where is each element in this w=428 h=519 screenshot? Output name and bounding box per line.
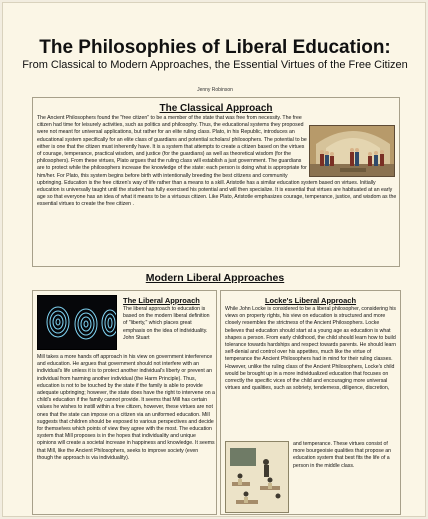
classroom-icon <box>226 442 289 513</box>
classical-paragraph: The Ancient Philosophers found the "free citizen" to be a member of the state that was free from necessity. The free citizen had time for leisurely activities, such as politics and philosophy. Thus, the educational systems they proposed were not meant for universal applications, but rather for an elite ruling class. Plato, in his Republic, introduces an educational system specifically for an elite class of guardians and potential scholars/ philosophers. The potential to be either is one that the citizen must inherently have. It is a system that attempts to create a citizen based on the virtues of courage, temperance, practical wisdom, and justice (for the guardians) as well as theoretical wisdom (for the philosophers). From these virtues, Plato argues that the ruling class will establish a just government. The guardians are to protect while the philosophers increase the knowledge of the state: each person is doing what is appropriate for him/her. For Plato, this system begins before birth with intentionally breeding the best citizens and community upbringing. Education is the free citizen's way of life rather than a means to a skill. Aristotle has a similar education system based on virtues. Initially education is universally taught until the student has fully exercised his potential and will then specialize. It is essential that virtues are habituated at an early age so that everyone has an idea of what it means to be a virtuous citizen. Like Plato, Aristotle emphasizes courage, temperance, justice, and wisdom as the essential virtues to create the free citizen . <box>37 115 397 208</box>
fingerprints-image <box>37 295 117 350</box>
locke-main-text: While John Locke is considered to be a liberal philosopher, considering his views on property rights, his view on education is structured and more closely resembles the strictness of the Ancient Philosophers. Locke believes that education should start at a young age as education is what shapes a person. From early childhood, the child should learn how to build tolerance towards hardships and respect towards parents. He should learn self-denial and control over his appetites, much like the virtue of temperance the Ancient Philosophers had in mind for their ruling classes. However, unlike the ruling class of the Ancient Philosophers, Locke's child would be brought up in a more individualized education that focuses on correctly the specific vices of the child and encouraging more universal virtues and qualities, such as sobriety, tenderness, diligence, discretion, <box>225 306 396 392</box>
image-spacer <box>307 115 397 179</box>
locke-end-text: and temperance. These virtues consist of more bourgeoisie qualities that propose an education system that best fits the life of a person in the middle class. <box>293 441 392 469</box>
modern-approaches-heading: Modern Liberal Approaches <box>145 272 285 284</box>
author-name: Jenny Robinson <box>197 87 233 93</box>
classical-approach-section <box>32 97 400 267</box>
poster-title: The Philosophies of Liberal Education: <box>39 37 391 58</box>
locke-approach-section <box>220 290 401 515</box>
liberal-main-text: Mill takes a more hands off approach in his view on government interference and education. He argues that government should not interfere with an individual's life unless it is to protect another individual's liberty or prevent an individual from harming another individual (the Harm Principle). Thus, education is not to be touched by the state if the family is able to provide adequate upbringing; however, the state does have the right to intervene on a child's education if the family cannot provide. It seems that Mill has certain values he wishes to instill within a free citizen, however, these virtues are not ones that the state can impose on a citizen via an uniformed education. Mill suggests that children should be exposed to various perspectives and decide for themselves which points of view they agree with the most. The education system that Mill proposes is in the hopes that individuality and unique opinions will create a societal increase in happiness and knowledge. It seems that Mill, like the Ancient Philosophers, seeks to improve society (even though the approach is via individuality). <box>37 354 215 461</box>
liberal-intro-text: The liberal approach to education is based on the modern liberal definition of "liberty," which places great emphasis on the idea of individuality. John Stuart <box>123 306 210 341</box>
poster <box>2 2 426 517</box>
liberal-approach-heading: The Liberal Approach <box>123 296 200 305</box>
poster-subtitle: From Classical to Modern Approaches, the Essential Virtues of the Free Citizen <box>22 59 408 71</box>
classical-heading: The Classical Approach <box>159 103 273 114</box>
locke-approach-heading: Locke's Liberal Approach <box>264 296 357 305</box>
classical-text <box>37 115 397 265</box>
classroom-illustration <box>225 441 289 513</box>
liberal-approach-section <box>32 290 217 515</box>
fingerprint-icon <box>38 296 117 350</box>
